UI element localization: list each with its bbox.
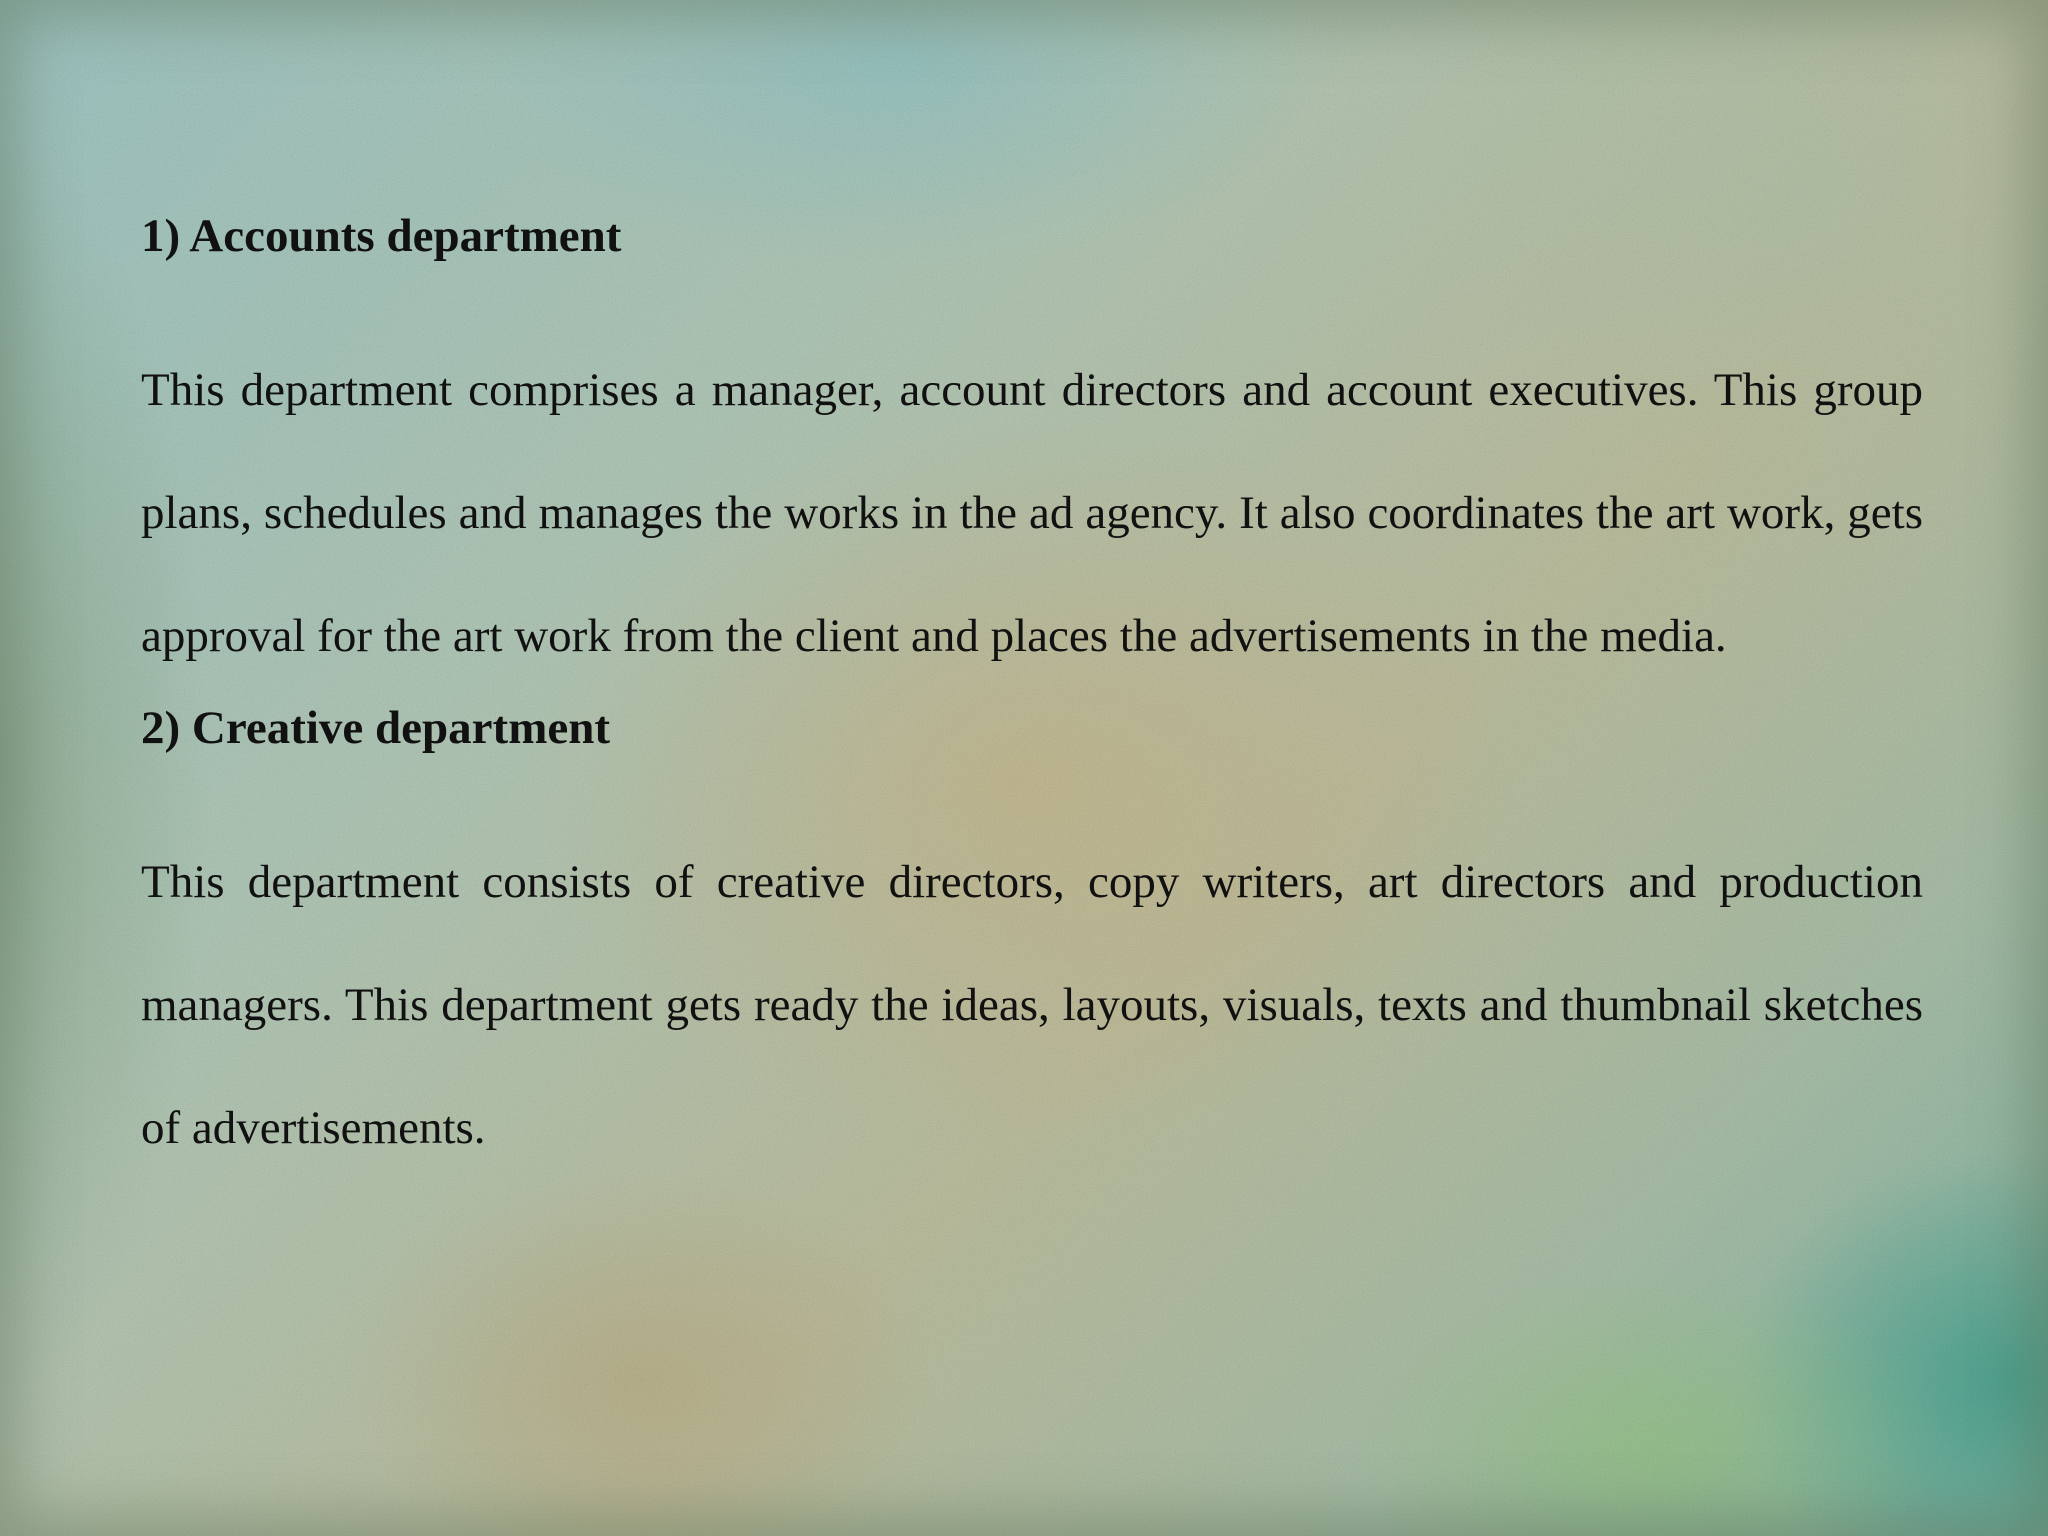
section-creative	[141, 698, 1923, 1190]
section-accounts	[141, 206, 1923, 698]
slide-content	[141, 206, 1923, 1190]
section-body-creative: This department consists of creative directors, copy writers, art directors and production managers. This department gets ready the ideas, layouts, visuals, texts and thumbnail sketches of advertisements.	[141, 856, 1923, 1154]
section-heading-accounts: 1) Accounts department	[141, 210, 622, 262]
section-body-accounts: This department comprises a manager, account directors and account executives. This group plans, schedules and manages the works in the ad agency. It also coordinates the art work, gets approval for the art work from the client and places the advertisements in the media.	[141, 364, 1923, 662]
section-heading-creative: 2) Creative department	[141, 702, 610, 754]
